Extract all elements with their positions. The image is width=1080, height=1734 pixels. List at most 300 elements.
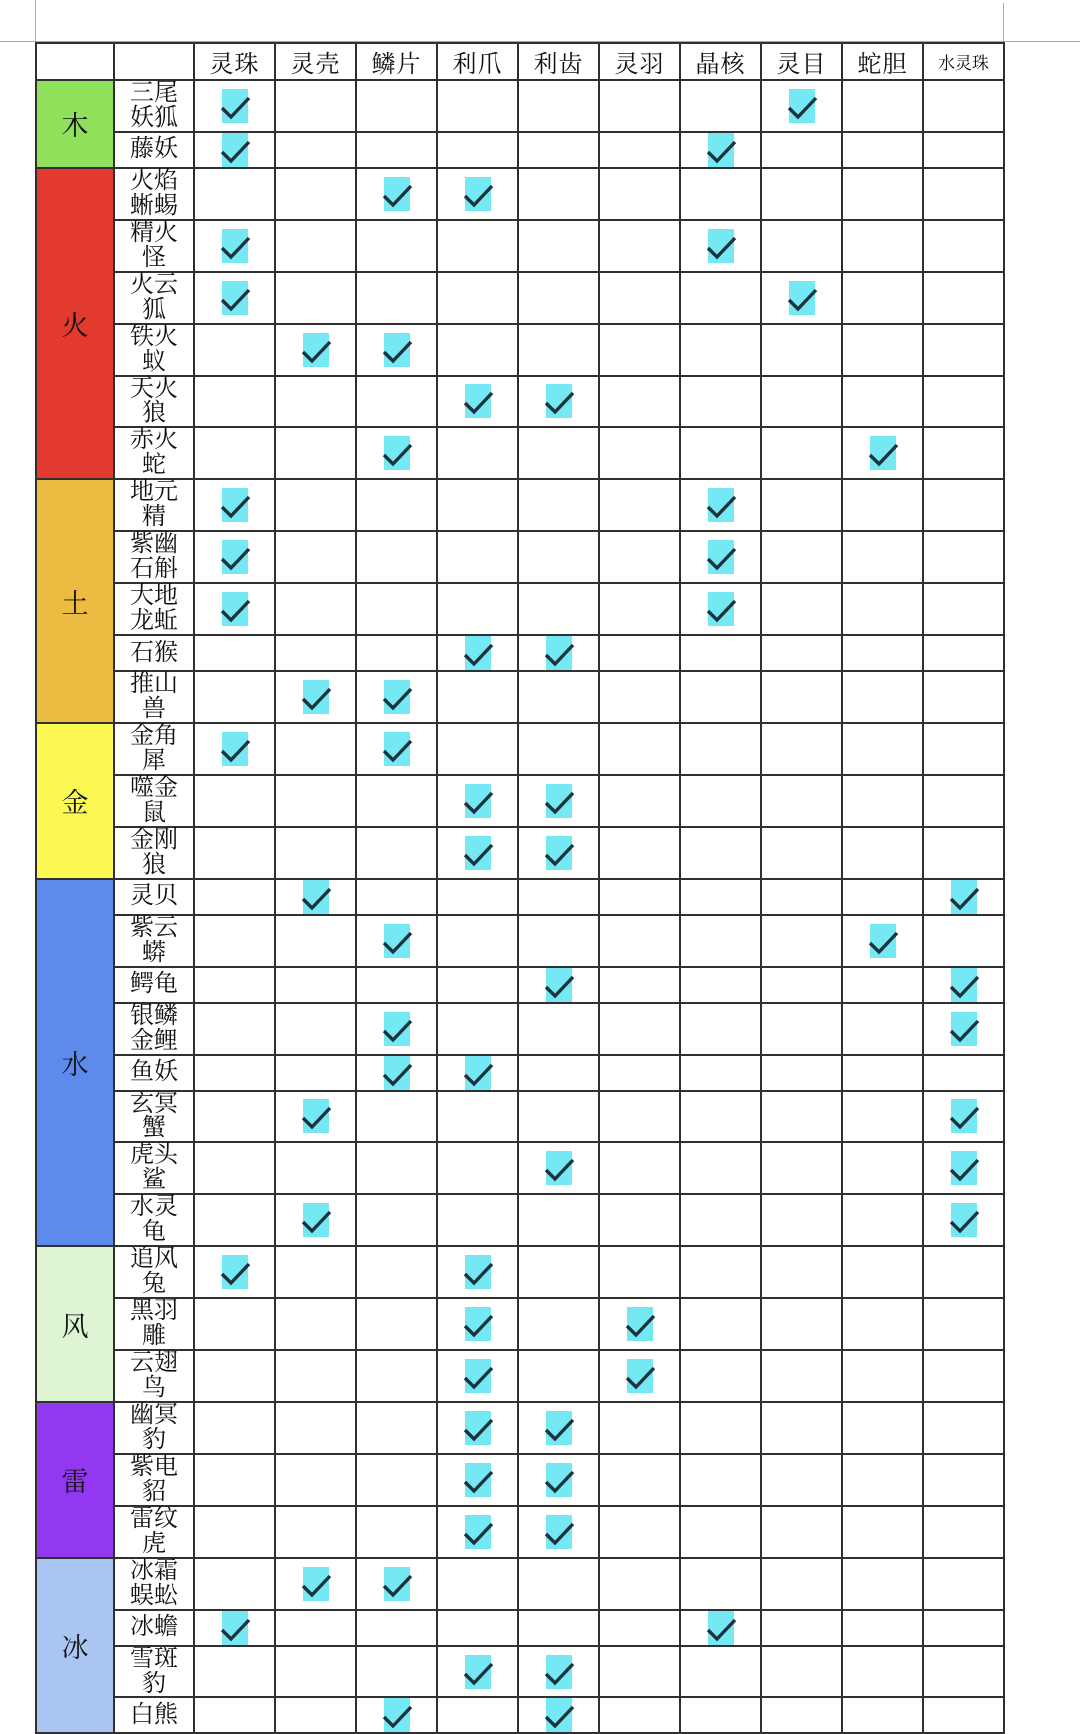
creature-row xyxy=(36,635,1004,671)
check-icon xyxy=(384,333,410,367)
drop-cell xyxy=(923,635,1004,671)
drop-cell xyxy=(437,879,518,915)
drop-cell xyxy=(761,1142,842,1194)
drop-cell xyxy=(518,827,599,879)
drop-cell xyxy=(194,1697,275,1733)
check-icon xyxy=(384,1567,410,1601)
drop-cell xyxy=(194,80,275,132)
drop-cell xyxy=(356,168,437,220)
drop-cell xyxy=(842,827,923,879)
drop-cell xyxy=(761,1454,842,1506)
drop-cell xyxy=(761,168,842,220)
element-cell: 冰 xyxy=(36,1558,114,1734)
creature-name-cell: 鱼妖 xyxy=(114,1055,194,1091)
drop-cell xyxy=(194,376,275,428)
drop-cell xyxy=(599,1142,680,1194)
check-icon xyxy=(465,1307,491,1341)
drop-cell xyxy=(599,1610,680,1646)
drop-cell xyxy=(275,479,356,531)
drop-cell xyxy=(437,1003,518,1055)
drop-cell xyxy=(194,1506,275,1558)
drop-cell xyxy=(275,879,356,915)
drop-cell xyxy=(194,1350,275,1402)
drop-cell xyxy=(680,272,761,324)
drop-cell xyxy=(923,324,1004,376)
creature-name-cell: 紫云蟒 xyxy=(114,915,194,967)
check-icon xyxy=(384,436,410,470)
drop-cell xyxy=(761,1402,842,1454)
drop-cell xyxy=(437,376,518,428)
drop-cell xyxy=(275,1091,356,1143)
drop-cell xyxy=(599,1454,680,1506)
check-icon xyxy=(465,1411,491,1445)
drop-cell xyxy=(923,1298,1004,1350)
drop-cell xyxy=(923,80,1004,132)
drop-cell xyxy=(356,775,437,827)
creature-name-cell: 金角犀 xyxy=(114,723,194,775)
drop-cell xyxy=(599,1646,680,1698)
drop-cell xyxy=(518,775,599,827)
drop-cell xyxy=(599,723,680,775)
creature-row xyxy=(36,827,1004,879)
drop-cell xyxy=(761,531,842,583)
drop-cell xyxy=(275,915,356,967)
drop-cell xyxy=(923,1646,1004,1698)
drop-cell xyxy=(518,1246,599,1298)
creature-name-cell: 灵贝 xyxy=(114,879,194,915)
drop-cell xyxy=(518,1142,599,1194)
check-icon xyxy=(546,1463,572,1497)
creature-row xyxy=(36,1646,1004,1698)
drop-cell xyxy=(923,967,1004,1003)
drop-cell xyxy=(194,1055,275,1091)
drop-cell xyxy=(923,879,1004,915)
check-icon xyxy=(465,836,491,870)
drop-cell xyxy=(761,427,842,479)
check-icon xyxy=(708,1611,734,1645)
drop-cell xyxy=(518,1194,599,1246)
drop-cell xyxy=(761,272,842,324)
drop-cell xyxy=(842,1558,923,1610)
drop-cell xyxy=(842,80,923,132)
drop-cell xyxy=(275,324,356,376)
drop-cell xyxy=(356,220,437,272)
creature-row xyxy=(36,1454,1004,1506)
creature-name-cell: 大地龙蚯 xyxy=(114,583,194,635)
drop-cell xyxy=(275,80,356,132)
drop-cell xyxy=(842,1246,923,1298)
creature-row xyxy=(36,272,1004,324)
drop-cell xyxy=(599,376,680,428)
check-icon xyxy=(465,1255,491,1289)
drop-cell xyxy=(680,168,761,220)
drop-cell xyxy=(761,967,842,1003)
drop-cell xyxy=(923,1454,1004,1506)
drop-cell xyxy=(275,1055,356,1091)
drop-cell xyxy=(275,272,356,324)
drop-cell xyxy=(437,220,518,272)
drop-cell xyxy=(680,723,761,775)
creature-name-cell: 虎头鲨 xyxy=(114,1142,194,1194)
drop-cell xyxy=(680,915,761,967)
drop-cell xyxy=(680,635,761,671)
creature-name-cell: 冰霜蜈蚣 xyxy=(114,1558,194,1610)
drop-cell xyxy=(518,1610,599,1646)
drop-cell xyxy=(518,376,599,428)
drop-cell xyxy=(680,1298,761,1350)
check-icon xyxy=(546,1411,572,1445)
drop-cell xyxy=(518,479,599,531)
check-icon xyxy=(222,488,248,522)
drop-cell xyxy=(761,220,842,272)
check-icon xyxy=(951,880,977,914)
drop-cell xyxy=(761,915,842,967)
element-cell: 土 xyxy=(36,479,114,723)
drop-cell xyxy=(761,1558,842,1610)
check-icon xyxy=(546,1655,572,1689)
drop-cell xyxy=(842,775,923,827)
drop-cell xyxy=(842,1402,923,1454)
column-header-1: 灵壳 xyxy=(275,43,356,80)
creature-row xyxy=(36,132,1004,168)
drop-cell xyxy=(680,1646,761,1698)
drop-cell xyxy=(518,671,599,723)
drop-cell xyxy=(275,1298,356,1350)
check-icon xyxy=(384,1056,410,1090)
drop-cell xyxy=(356,1194,437,1246)
creature-row xyxy=(36,915,1004,967)
column-header-9: 水灵珠 xyxy=(923,43,1004,80)
drop-cell xyxy=(680,1194,761,1246)
drop-cell xyxy=(356,1610,437,1646)
drop-cell xyxy=(923,376,1004,428)
drop-cell xyxy=(680,1402,761,1454)
element-cell: 木 xyxy=(36,80,114,168)
drop-cell xyxy=(599,827,680,879)
drop-cell xyxy=(599,1558,680,1610)
drop-cell xyxy=(599,1350,680,1402)
creature-name-cell: 雪斑豹 xyxy=(114,1646,194,1698)
drop-cell xyxy=(761,132,842,168)
drop-cell xyxy=(761,1610,842,1646)
column-header-5: 灵羽 xyxy=(599,43,680,80)
drop-cell xyxy=(923,1350,1004,1402)
drop-cell xyxy=(599,583,680,635)
drop-cell xyxy=(842,1697,923,1733)
drop-cell xyxy=(437,531,518,583)
element-cell: 雷 xyxy=(36,1402,114,1558)
check-icon xyxy=(870,924,896,958)
drop-cell xyxy=(275,1610,356,1646)
drop-cell xyxy=(275,1003,356,1055)
drop-cell xyxy=(518,1558,599,1610)
drop-cell xyxy=(518,915,599,967)
check-icon xyxy=(384,924,410,958)
drop-cell xyxy=(761,376,842,428)
drop-cell xyxy=(275,1246,356,1298)
drop-cell xyxy=(923,1142,1004,1194)
drop-cell xyxy=(842,1506,923,1558)
creature-name-cell: 铁火蚁 xyxy=(114,324,194,376)
drop-cell xyxy=(923,132,1004,168)
drop-cell xyxy=(761,879,842,915)
check-icon xyxy=(465,636,491,670)
drop-cell xyxy=(761,1506,842,1558)
drop-cell xyxy=(194,220,275,272)
drop-cell xyxy=(599,531,680,583)
drop-cell xyxy=(842,1646,923,1698)
drop-cell xyxy=(275,427,356,479)
drop-cell xyxy=(680,1454,761,1506)
check-icon xyxy=(222,732,248,766)
drop-cell xyxy=(923,1558,1004,1610)
drop-cell xyxy=(842,635,923,671)
drop-cell xyxy=(599,479,680,531)
drop-cell xyxy=(194,1003,275,1055)
creature-row xyxy=(36,479,1004,531)
drop-cell xyxy=(356,427,437,479)
drop-cell xyxy=(437,1506,518,1558)
drop-cell xyxy=(194,1610,275,1646)
drop-cell xyxy=(437,132,518,168)
drop-cell xyxy=(599,1506,680,1558)
drop-cell xyxy=(275,671,356,723)
check-icon xyxy=(708,488,734,522)
drop-cell xyxy=(761,1646,842,1698)
drop-cell xyxy=(680,583,761,635)
drop-cell xyxy=(923,1003,1004,1055)
check-icon xyxy=(465,1655,491,1689)
drop-cell xyxy=(356,879,437,915)
drop-cell xyxy=(356,1298,437,1350)
drop-cell xyxy=(680,220,761,272)
drop-cell xyxy=(842,1142,923,1194)
creature-row xyxy=(36,376,1004,428)
element-cell: 风 xyxy=(36,1246,114,1402)
creature-name-cell: 追风兔 xyxy=(114,1246,194,1298)
drop-cell xyxy=(437,1091,518,1143)
drop-cell xyxy=(194,1558,275,1610)
drop-cell xyxy=(356,723,437,775)
drop-cell xyxy=(599,1091,680,1143)
drop-cell xyxy=(437,1454,518,1506)
drop-cell xyxy=(275,775,356,827)
drop-cell xyxy=(275,1558,356,1610)
drop-cell xyxy=(923,583,1004,635)
drop-cell xyxy=(356,915,437,967)
drop-cell xyxy=(437,168,518,220)
drop-cell xyxy=(761,723,842,775)
drop-cell xyxy=(194,531,275,583)
drop-cell xyxy=(194,915,275,967)
drop-cell xyxy=(599,1003,680,1055)
corner-name-cell xyxy=(114,43,194,80)
creature-name-cell: 云翅鸟 xyxy=(114,1350,194,1402)
drop-cell xyxy=(599,272,680,324)
drop-cell xyxy=(599,1055,680,1091)
creature-row xyxy=(36,583,1004,635)
drop-cell xyxy=(923,1697,1004,1733)
drop-cell xyxy=(842,479,923,531)
creature-row xyxy=(36,80,1004,132)
drop-cell xyxy=(599,1246,680,1298)
drop-cell xyxy=(437,1402,518,1454)
drop-cell xyxy=(356,1142,437,1194)
drop-cell xyxy=(842,376,923,428)
drop-cell xyxy=(518,635,599,671)
drop-cell xyxy=(680,1697,761,1733)
drop-cell xyxy=(275,827,356,879)
drop-cell xyxy=(680,427,761,479)
drop-cell xyxy=(680,1610,761,1646)
drop-cell xyxy=(275,1194,356,1246)
check-icon xyxy=(222,281,248,315)
drop-cell xyxy=(275,1350,356,1402)
check-icon xyxy=(951,1012,977,1046)
drop-cell xyxy=(194,635,275,671)
creature-name-cell: 紫电貂 xyxy=(114,1454,194,1506)
drop-cell xyxy=(437,1646,518,1698)
creature-row xyxy=(36,1142,1004,1194)
drop-cell xyxy=(356,827,437,879)
drop-cell xyxy=(680,775,761,827)
check-icon xyxy=(303,1203,329,1237)
drop-cell xyxy=(356,635,437,671)
check-icon xyxy=(465,784,491,818)
creature-row xyxy=(36,1091,1004,1143)
check-icon xyxy=(546,836,572,870)
drop-cell xyxy=(518,324,599,376)
creature-row xyxy=(36,1697,1004,1733)
drop-cell xyxy=(923,1506,1004,1558)
drop-cell xyxy=(437,775,518,827)
drop-cell xyxy=(680,1091,761,1143)
drop-cell xyxy=(194,1298,275,1350)
creature-row xyxy=(36,1402,1004,1454)
creature-row xyxy=(36,775,1004,827)
drop-cell xyxy=(842,1055,923,1091)
drop-cell xyxy=(842,671,923,723)
drop-cell xyxy=(599,220,680,272)
drop-cell xyxy=(761,1091,842,1143)
drop-cell xyxy=(599,427,680,479)
drop-cell xyxy=(599,775,680,827)
drop-cell xyxy=(842,132,923,168)
creature-row xyxy=(36,1298,1004,1350)
drop-cell xyxy=(842,1610,923,1646)
drop-cell xyxy=(761,671,842,723)
creature-row xyxy=(36,531,1004,583)
drop-cell xyxy=(923,1055,1004,1091)
drop-cell xyxy=(437,1558,518,1610)
drop-cell xyxy=(518,1646,599,1698)
drop-cell xyxy=(923,1610,1004,1646)
drop-cell xyxy=(842,324,923,376)
drop-cell xyxy=(194,879,275,915)
creature-row xyxy=(36,168,1004,220)
check-icon xyxy=(303,880,329,914)
drop-cell xyxy=(518,1350,599,1402)
check-icon xyxy=(546,1515,572,1549)
check-icon xyxy=(465,1359,491,1393)
drop-cell xyxy=(761,80,842,132)
drop-cell xyxy=(518,220,599,272)
drop-cell xyxy=(437,272,518,324)
check-icon xyxy=(627,1307,653,1341)
check-icon xyxy=(222,1611,248,1645)
check-icon xyxy=(303,680,329,714)
drop-cell xyxy=(194,272,275,324)
creature-row xyxy=(36,671,1004,723)
drop-cell xyxy=(518,80,599,132)
drop-cell xyxy=(923,1091,1004,1143)
creature-name-cell: 金刚狼 xyxy=(114,827,194,879)
drop-cell xyxy=(680,1506,761,1558)
drop-cell xyxy=(437,80,518,132)
drop-cell xyxy=(194,1194,275,1246)
drop-cell xyxy=(275,531,356,583)
drop-cell xyxy=(437,1055,518,1091)
drop-cell xyxy=(356,376,437,428)
drop-cell xyxy=(356,1697,437,1733)
drop-cell xyxy=(923,1246,1004,1298)
check-icon xyxy=(222,133,248,167)
drop-cell xyxy=(518,1454,599,1506)
drop-cell xyxy=(842,879,923,915)
creature-row xyxy=(36,324,1004,376)
creature-name-cell: 幽冥豹 xyxy=(114,1402,194,1454)
element-cell: 金 xyxy=(36,723,114,879)
check-icon xyxy=(465,1463,491,1497)
creature-row xyxy=(36,1350,1004,1402)
drop-cell xyxy=(356,479,437,531)
drop-cell xyxy=(842,168,923,220)
check-icon xyxy=(465,1515,491,1549)
check-icon xyxy=(627,1359,653,1393)
column-header-2: 鳞片 xyxy=(356,43,437,80)
check-icon xyxy=(384,1012,410,1046)
drop-cell xyxy=(923,915,1004,967)
drop-cell xyxy=(437,915,518,967)
drop-cell xyxy=(437,1298,518,1350)
check-icon xyxy=(708,229,734,263)
drop-cell xyxy=(437,324,518,376)
check-icon xyxy=(384,177,410,211)
creature-name-cell: 黑羽雕 xyxy=(114,1298,194,1350)
check-icon xyxy=(222,229,248,263)
drop-cell xyxy=(599,635,680,671)
check-icon xyxy=(303,1567,329,1601)
drop-cell xyxy=(761,1298,842,1350)
drop-cell xyxy=(518,1402,599,1454)
drop-cell xyxy=(599,1697,680,1733)
creature-name-cell: 噬金鼠 xyxy=(114,775,194,827)
drop-cell xyxy=(437,427,518,479)
drop-cell xyxy=(680,1142,761,1194)
creature-row xyxy=(36,879,1004,915)
drop-cell xyxy=(599,168,680,220)
drop-cell xyxy=(194,775,275,827)
drop-cell xyxy=(275,635,356,671)
drop-cell xyxy=(275,168,356,220)
check-icon xyxy=(465,384,491,418)
drop-cell xyxy=(356,1402,437,1454)
drop-cell xyxy=(842,220,923,272)
drop-cell xyxy=(437,1194,518,1246)
creature-name-cell: 鳄龟 xyxy=(114,967,194,1003)
check-icon xyxy=(546,1698,572,1732)
drop-cell xyxy=(761,775,842,827)
